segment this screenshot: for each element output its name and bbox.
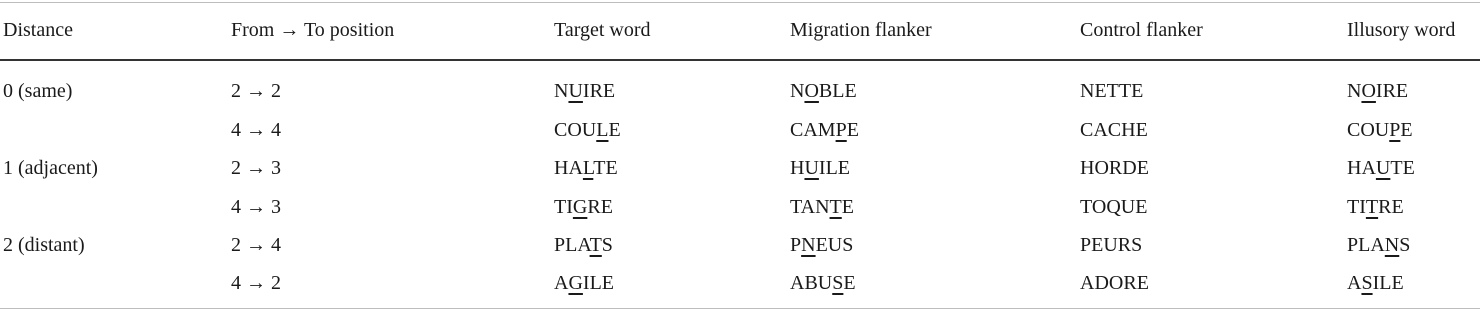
header-from-to-position: From → To position	[231, 19, 395, 41]
cell-position: 4 → 2	[231, 272, 281, 294]
cell-control-flanker: TOQUE	[1080, 196, 1148, 218]
cell-target-word: AGILE	[554, 272, 615, 294]
underlined-letter: U	[804, 157, 819, 179]
header-target-word: Target word	[554, 19, 651, 41]
cell-target-word: PLATS	[554, 234, 613, 256]
underlined-letter: N	[1384, 234, 1400, 256]
cell-migration-flanker: TANTE	[790, 196, 854, 218]
cell-distance: 2 (distant)	[3, 234, 85, 256]
underlined-letter: U	[568, 80, 583, 102]
header-control-flanker: Control flanker	[1080, 19, 1203, 41]
underlined-letter: S	[1361, 272, 1373, 294]
cell-target-word: NUIRE	[554, 80, 616, 102]
cell-control-flanker: PEURS	[1080, 234, 1143, 256]
table-top-rule	[0, 2, 1480, 3]
cell-position: 4 → 4	[231, 119, 281, 141]
cell-target-word: TIGRE	[554, 196, 613, 218]
underlined-letter: O	[1361, 80, 1376, 102]
cell-illusory-word: HAUTE	[1347, 157, 1415, 179]
underlined-letter: P	[1389, 119, 1401, 141]
table-bottom-rule	[0, 308, 1480, 309]
underlined-letter: G	[568, 272, 583, 294]
cell-control-flanker: ADORE	[1080, 272, 1149, 294]
cell-migration-flanker: ABUSE	[790, 272, 856, 294]
cell-control-flanker: HORDE	[1080, 157, 1149, 179]
underlined-letter: P	[835, 119, 847, 141]
cell-control-flanker: NETTE	[1080, 80, 1144, 102]
cell-migration-flanker: NOBLE	[790, 80, 857, 102]
cell-target-word: HALTE	[554, 157, 618, 179]
underlined-letter: T	[589, 234, 602, 256]
cell-position: 2 → 2	[231, 80, 281, 102]
cell-position: 2 → 3	[231, 157, 281, 179]
underlined-letter: S	[832, 272, 844, 294]
cell-illusory-word: NOIRE	[1347, 80, 1409, 102]
header-illusory-word: Illusory word	[1347, 19, 1456, 41]
cell-distance: 1 (adjacent)	[3, 157, 98, 179]
underlined-letter: L	[596, 119, 609, 141]
header-distance: Distance	[3, 19, 73, 41]
underlined-letter: O	[804, 80, 819, 102]
cell-position: 4 → 3	[231, 196, 281, 218]
cell-migration-flanker: CAMPE	[790, 119, 859, 141]
cell-illusory-word: PLANS	[1347, 234, 1411, 256]
underlined-letter: U	[1375, 157, 1391, 179]
table-header-rule	[0, 59, 1480, 61]
underlined-letter: L	[582, 157, 594, 179]
header-migration-flanker: Migration flanker	[790, 19, 932, 41]
underlined-letter: G	[572, 196, 588, 218]
underlined-letter: T	[1365, 196, 1379, 218]
cell-migration-flanker: HUILE	[790, 157, 851, 179]
underlined-letter: T	[829, 196, 842, 218]
cell-position: 2 → 4	[231, 234, 281, 256]
cell-illusory-word: TITRE	[1347, 196, 1404, 218]
cell-distance: 0 (same)	[3, 80, 73, 102]
cell-illusory-word: COUPE	[1347, 119, 1413, 141]
cell-migration-flanker: PNEUS	[790, 234, 854, 256]
cell-illusory-word: ASILE	[1347, 272, 1404, 294]
underlined-letter: N	[801, 234, 816, 256]
cell-target-word: COULE	[554, 119, 621, 141]
cell-control-flanker: CACHE	[1080, 119, 1148, 141]
